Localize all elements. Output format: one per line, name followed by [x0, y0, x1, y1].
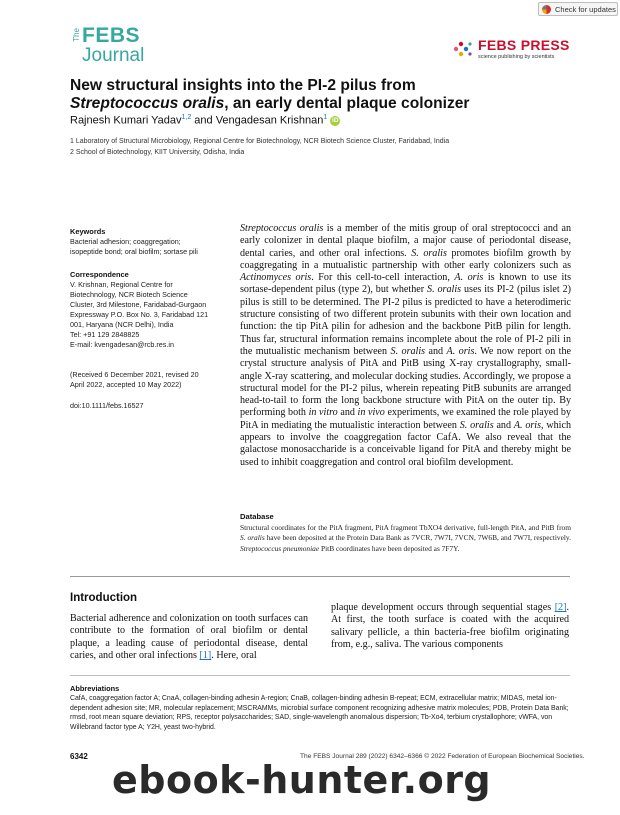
abbreviations-text: CafA, coaggregation factor A; CnaA, collagen-binding adhesin A-region; CnaB, collagen-binding adhesin B-repeat; ECM, extracellular matrix; MIDAS, metal ion-dependent adhesion site; MR, molecular replacement; MSCRAMMs, microbial surface component recognizing adhesive matrix molecules; PDB, Protein Data Bank; rmsd, root mean square deviation; RPS, receptor polysaccharides; SAD, single-wavelength anomalous dispersion; Tb-Xo4, terbium crystallophore; vWFA, von Willebrand factor type A; Y2H, yeast two-hybrid. [70, 695, 569, 731]
affiliation-1: 1 Laboratory of Structural Microbiology, Regional Centre for Biotechnology, NCR Biotech Science Cluster, Faridabad, India [70, 138, 450, 145]
abbreviations-heading: Abbreviations [70, 684, 120, 693]
correspondence-block [70, 270, 220, 350]
reference-link[interactable]: [2] [554, 602, 567, 613]
correspondence-email[interactable]: E-mail: kvengadesan@rcb.res.in [70, 340, 174, 349]
section-divider [70, 576, 570, 577]
introduction-left-column: Bacterial adherence and colonization on tooth surfaces can contribute to the formation of oral biofilm or dental plaque, a leading cause of periodontal disease, dental caries, and other oral infections [1]. Here, oral [70, 613, 308, 662]
logo-the: The [72, 28, 81, 42]
introduction-right-column: plaque development occurs through sequential stages [2]. At first, the tooth surface is coated with the acquired salivary pellicle, a thin bacteria-free biofilm originating from, e.g., saliva. The various components [331, 602, 569, 651]
footer-citation: The FEBS Journal 289 (2022) 6342–6366 © 2022 Federation of European Biochemical Societies. [300, 753, 585, 760]
database-text: Structural coordinates for the PitA fragment, PitA fragment TbXO4 derivative, full-length PitA, and PitB from S. oralis have been deposited at the Protein Data Bank as 7VCR, 7W7I, 7VCN, 7W6B, and 7W7I, respectively. Streptococcus pneumoniae PitB coordinates have been deposited as 7F7Y. [240, 523, 571, 553]
author-2-affiliation[interactable]: 1 [323, 114, 328, 121]
crossmark-icon [542, 5, 551, 14]
author-list [70, 114, 340, 127]
press-name: FEBS PRESS [478, 37, 570, 53]
correspondence-heading: Correspondence [70, 270, 129, 279]
correspondence-line: Biotechnology, NCR Biotech Science [70, 290, 188, 299]
correspondence-phone: Tel: +91 129 2848825 [70, 330, 140, 339]
introduction-heading: Introduction [70, 592, 138, 604]
febs-press-logo [452, 36, 570, 66]
febs-journal-logo [70, 24, 150, 74]
article-title [70, 77, 570, 113]
press-tagline: science publishing by scientists [478, 54, 555, 60]
author-joiner: and [191, 114, 216, 127]
logo-febs: FEBS [82, 24, 141, 47]
title-line-1: New structural insights into the PI-2 pilus from [70, 77, 416, 94]
watermark: ebook-hunter.org [112, 758, 492, 802]
keywords-heading: Keywords [70, 227, 106, 236]
page-number: 6342 [70, 752, 88, 761]
title-rest: , an early dental plaque colonizer [224, 95, 470, 112]
check-for-updates-button[interactable] [538, 2, 618, 16]
reference-link[interactable]: [1] [199, 650, 212, 662]
database-heading: Database [240, 512, 274, 521]
abstract: Streptococcus oralis is a member of the mitis group of oral streptococci and an early colonizer in dental plaque biofilm, a major cause of periodontal disease, dental caries, and other oral infections. S. oralis promotes biofilm growth by coaggregating in a mutualistic partnership with other early colonizers such as Actinomyces oris. For this cell-to-cell interaction, A. oris is known to use its sortase-dependent pilus (type 2), but whether S. oralis uses its PI-2 (pilus islet 2) pilus is still to be determined. The PI-2 pilus is predicted to have a heterodimeric structure consisting of two different protein subunits with their own location and function: the tip PitA pilin for adhesion and the backbone PitB pilin for length. Thus far, structural information remains incomplete about the role of PI-2 pili in the mutualistic mechanism between S. oralis and A. oris. We now report on the crystal structure analysis of PitA and PitB using X-ray crystallography, small-angle X-ray scattering, and molecular docking studies. Accordingly, we propose a structural model for the PI-2 pilus, wherein repeating PitB subunits are arranged head-to-tail to form the long backbone structure with PitA on the outer tip. By performing both in vitro and in vivo experiments, we examined the role played by PitA in mediating the mutualistic interaction between S. oralis and A. oris, which appears to involve the coaggregation factor CafA. We also reveal that the galactose monosaccharide is a conceivable ligand for PitA and thereby might be used to inhibit coaggregation and control oral biofilm development. [240, 223, 572, 468]
febs-press-dots-icon [452, 38, 474, 60]
title-species: Streptococcus oralis [70, 95, 225, 112]
title-line-2 [70, 95, 570, 113]
received-line-1: (Received 6 December 2021, revised 20 [70, 370, 199, 379]
correspondence-line: Expressway P.O. Box No. 3, Faridabad 121 [70, 310, 209, 319]
keywords-line-1: Bacterial adhesion; coaggregation; [70, 237, 181, 246]
logo-journal: Journal [82, 45, 145, 66]
received-dates [70, 370, 220, 390]
keywords-line-2: isopeptide bond; oral biofilm; sortase pili [70, 247, 198, 256]
received-line-2: April 2022, accepted 10 May 2022) [70, 380, 182, 389]
abbreviations-divider [70, 675, 570, 676]
doi[interactable]: doi:10.1111/febs.16527 [70, 401, 144, 410]
orcid-icon[interactable]: iD [332, 116, 339, 124]
author-2: Vengadesan Krishnan [215, 114, 324, 127]
correspondence-line: 001, Haryana (NCR Delhi), India [70, 320, 174, 329]
keywords-block [70, 227, 220, 257]
affiliation-2: 2 School of Biotechnology, KIIT University, Odisha, India [70, 149, 245, 156]
author-1: Rajnesh Kumari Yadav [70, 114, 182, 127]
correspondence-line: Cluster, 3rd Milestone, Faridabad-Gurgaon [70, 300, 207, 309]
author-1-affiliation[interactable]: 1,2 [181, 114, 192, 121]
correspondence-line: V. Krishnan, Regional Centre for [70, 280, 173, 289]
check-for-updates-label: Check for updates [555, 5, 616, 14]
